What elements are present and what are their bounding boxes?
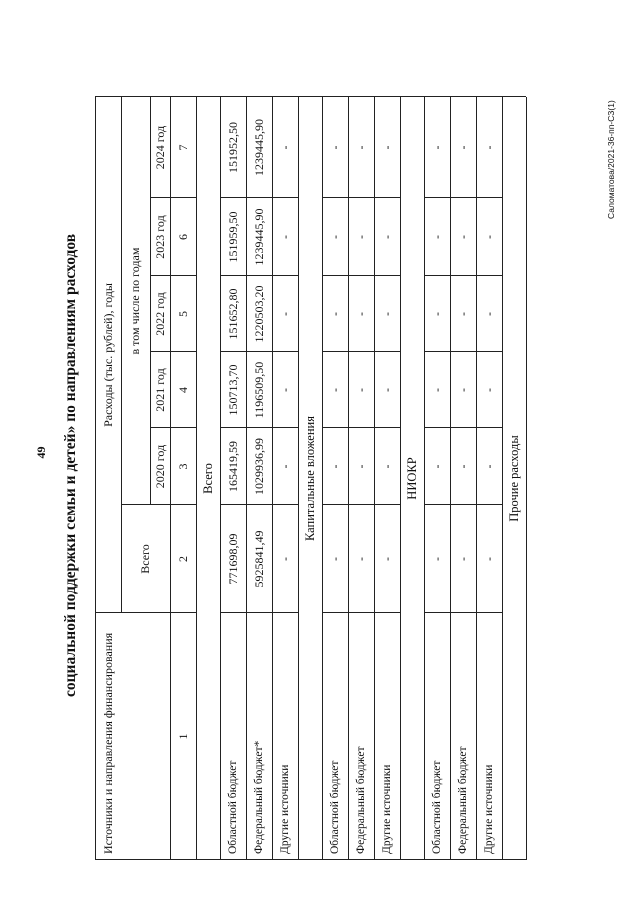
section-title: Прочие расходы bbox=[506, 435, 521, 522]
row-value: - bbox=[481, 145, 496, 150]
table-rule bbox=[95, 612, 196, 613]
section-title: Капитальные вложения bbox=[302, 416, 317, 541]
row-value: - bbox=[455, 312, 470, 316]
table-rule bbox=[150, 197, 196, 198]
row-label: Федеральный бюджет* bbox=[253, 740, 265, 854]
footer-code: Саломатова/2021-36-пп-СЗ(1) bbox=[606, 100, 616, 219]
table-rule bbox=[374, 351, 400, 352]
table-rule bbox=[348, 612, 374, 613]
financing-table bbox=[95, 97, 545, 860]
row-value: 151952,50 bbox=[225, 122, 240, 173]
row-value: 771698,09 bbox=[225, 533, 240, 585]
row-value: - bbox=[481, 312, 496, 316]
table-rule bbox=[220, 427, 246, 428]
table-rule bbox=[272, 504, 298, 505]
row-value: - bbox=[353, 388, 368, 392]
table-rule bbox=[374, 197, 400, 198]
section-title: НИОКР bbox=[404, 457, 419, 500]
header-by-years: в том числе по годам bbox=[128, 247, 142, 355]
table-rule bbox=[348, 427, 374, 428]
document-title: социальной поддержки семьи и детей» по направлениям расходов bbox=[62, 233, 79, 697]
row-value: 1196509,50 bbox=[251, 361, 266, 419]
row-value: 151959,50 bbox=[225, 211, 240, 263]
row-label: Областной бюджет bbox=[329, 760, 341, 854]
table-rule bbox=[322, 351, 348, 352]
row-value: 1220503,20 bbox=[251, 285, 266, 343]
header-column-number: 6 bbox=[175, 234, 190, 240]
table-rule bbox=[150, 275, 196, 276]
row-label: Другие источники bbox=[381, 764, 393, 854]
table-rule bbox=[95, 97, 96, 860]
table-rule bbox=[476, 275, 502, 276]
row-value: - bbox=[277, 312, 292, 316]
header-column-number: 7 bbox=[175, 144, 190, 151]
row-label: Другие источники bbox=[279, 764, 291, 854]
table-rule bbox=[220, 275, 246, 276]
row-value: - bbox=[353, 557, 368, 561]
row-value: - bbox=[379, 464, 394, 469]
row-value: - bbox=[327, 557, 342, 561]
row-value: - bbox=[327, 388, 342, 392]
table-rule bbox=[450, 612, 476, 613]
table-rule bbox=[272, 427, 298, 428]
table-rule bbox=[220, 504, 246, 505]
table-rule bbox=[476, 612, 502, 613]
row-value: - bbox=[353, 235, 368, 239]
table-rule bbox=[220, 197, 246, 198]
row-value: - bbox=[277, 464, 292, 469]
row-value: - bbox=[327, 312, 342, 316]
table-rule bbox=[348, 351, 374, 352]
header-column-number: 2 bbox=[175, 556, 190, 562]
row-value: - bbox=[379, 388, 394, 392]
row-value: - bbox=[327, 235, 342, 239]
table-rule bbox=[424, 351, 450, 352]
table-rule bbox=[348, 197, 374, 198]
header-column-number: 3 bbox=[175, 463, 190, 470]
row-label: Другие источники bbox=[483, 764, 495, 854]
table-rule bbox=[424, 427, 450, 428]
table-rule bbox=[424, 504, 450, 505]
table-rule bbox=[322, 504, 348, 505]
table-rule bbox=[450, 197, 476, 198]
row-value: - bbox=[481, 557, 496, 561]
table-rule bbox=[322, 275, 348, 276]
table-rule bbox=[246, 612, 272, 613]
table-rule bbox=[95, 859, 526, 860]
row-value: - bbox=[481, 464, 496, 469]
table-rule bbox=[95, 96, 526, 97]
table-rule bbox=[476, 427, 502, 428]
row-value: - bbox=[353, 464, 368, 469]
table-rule bbox=[322, 197, 348, 198]
row-value: - bbox=[455, 235, 470, 239]
row-label: Федеральный бюджет bbox=[457, 746, 469, 854]
table-rule bbox=[476, 197, 502, 198]
row-value: - bbox=[277, 557, 292, 561]
row-value: - bbox=[429, 388, 444, 392]
row-value: - bbox=[379, 145, 394, 150]
header-column-number: 1 bbox=[175, 733, 190, 740]
header-column-number: 4 bbox=[175, 387, 190, 393]
table-rule bbox=[272, 351, 298, 352]
table-rule bbox=[322, 427, 348, 428]
table-rule bbox=[272, 275, 298, 276]
table-rule bbox=[246, 351, 272, 352]
table-rule bbox=[322, 612, 348, 613]
row-value: - bbox=[481, 235, 496, 239]
table-rule bbox=[476, 504, 502, 505]
row-value: - bbox=[455, 145, 470, 150]
table-rule bbox=[150, 97, 151, 505]
table-rule bbox=[348, 275, 374, 276]
header-column-number: 5 bbox=[175, 311, 190, 317]
table-rule bbox=[526, 97, 527, 860]
row-value: - bbox=[429, 557, 444, 561]
row-value: - bbox=[429, 312, 444, 316]
row-value: - bbox=[379, 312, 394, 316]
table-rule bbox=[374, 275, 400, 276]
row-value: - bbox=[277, 145, 292, 150]
row-value: - bbox=[429, 145, 444, 150]
header-year: 2024 год bbox=[152, 125, 167, 170]
table-rule bbox=[220, 612, 246, 613]
table-rule bbox=[374, 504, 400, 505]
table-rule bbox=[450, 504, 476, 505]
row-value: 1239445,90 bbox=[251, 208, 266, 266]
header-year: 2021 год bbox=[152, 368, 167, 412]
table-rule bbox=[450, 427, 476, 428]
table-rule bbox=[424, 612, 450, 613]
table-rule bbox=[170, 97, 171, 860]
table-rule bbox=[374, 612, 400, 613]
header-year: 2023 год bbox=[152, 215, 167, 259]
row-value: - bbox=[353, 145, 368, 150]
table-rule bbox=[246, 275, 272, 276]
row-value: - bbox=[481, 388, 496, 392]
row-value: - bbox=[353, 312, 368, 316]
table-rule bbox=[348, 504, 374, 505]
row-value: 150713,70 bbox=[225, 364, 240, 416]
row-value: - bbox=[277, 235, 292, 239]
table-rule bbox=[121, 97, 122, 613]
row-label: Областной бюджет bbox=[227, 760, 239, 854]
table-rule bbox=[150, 351, 196, 352]
table-rule bbox=[246, 197, 272, 198]
row-value: - bbox=[379, 235, 394, 239]
row-value: - bbox=[455, 464, 470, 469]
row-value: - bbox=[429, 464, 444, 469]
row-value: - bbox=[455, 388, 470, 392]
row-value: - bbox=[327, 464, 342, 469]
header-total: Всего bbox=[138, 544, 152, 574]
row-value: - bbox=[277, 388, 292, 392]
row-value: 1029936,99 bbox=[251, 438, 266, 495]
row-value: - bbox=[429, 235, 444, 239]
table-rule bbox=[424, 197, 450, 198]
page-number: 49 bbox=[34, 446, 48, 459]
section-title: Всего bbox=[200, 463, 215, 494]
table-rule bbox=[272, 197, 298, 198]
table-rule bbox=[450, 351, 476, 352]
row-label: Областной бюджет bbox=[431, 760, 443, 854]
header-sources: Источники и направления финансирования bbox=[101, 632, 115, 854]
row-value: - bbox=[379, 557, 394, 561]
row-value: 1239445,90 bbox=[251, 119, 266, 176]
table-rule bbox=[246, 504, 272, 505]
header-year: 2022 год bbox=[152, 292, 167, 336]
header-expenses: Расходы (тыс. рублей), годы bbox=[100, 283, 115, 427]
table-rule bbox=[246, 427, 272, 428]
table-rule bbox=[220, 351, 246, 352]
table-rule bbox=[121, 504, 196, 505]
table-rule bbox=[476, 351, 502, 352]
table-rule bbox=[374, 427, 400, 428]
header-year: 2020 год bbox=[152, 444, 167, 489]
table-rule bbox=[450, 275, 476, 276]
row-value: - bbox=[327, 145, 342, 150]
table-rule bbox=[272, 612, 298, 613]
table-rule bbox=[424, 275, 450, 276]
row-value: 165419,59 bbox=[225, 441, 240, 492]
row-value: 5925841,49 bbox=[251, 530, 266, 588]
table-rule bbox=[150, 427, 196, 428]
row-value: 151652,80 bbox=[225, 288, 240, 340]
row-value: - bbox=[455, 557, 470, 561]
row-label: Федеральный бюджет bbox=[355, 746, 367, 854]
